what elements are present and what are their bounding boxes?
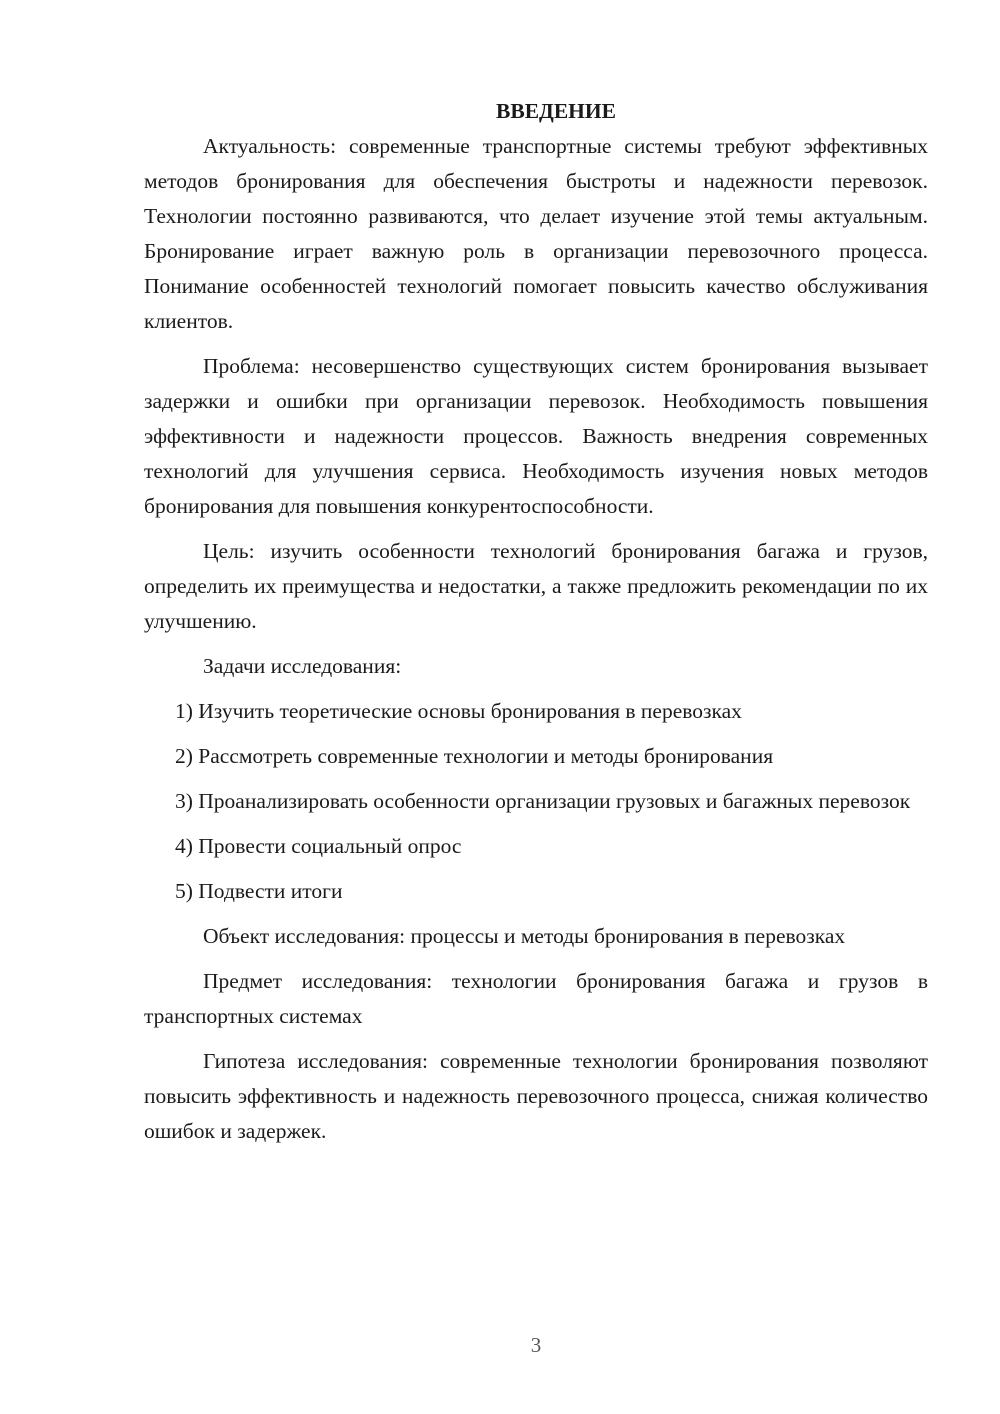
page-number: 3 — [530, 1333, 542, 1357]
page-content — [144, 94, 928, 1159]
task-item-2: 2) Рассмотреть современные технологии и методы бронирования — [175, 744, 774, 768]
task-item-5: 5) Подвести итоги — [175, 879, 343, 903]
paragraph-problem: Проблема: несовершенство существующих систем бронирования вызывает задержки и ошибки при организации перевозок. Необходимость повышения эффективности и надежности процессов. Важность внедрения современных технологий для улучшения сервиса. Необходимость изучения новых методов бронирования для повышения конкурентоспособности. — [144, 354, 928, 518]
paragraph-goal: Цель: изучить особенности технологий бронирования багажа и грузов, определить их преимущества и недостатки, а также предложить рекомендации по их улучшению. — [144, 539, 928, 633]
task-item-4: 4) Провести социальный опрос — [175, 834, 462, 858]
paragraph-relevance: Актуальность: современные транспортные системы требуют эффективных методов бронирования для обеспечения быстроты и надежности перевозок. Технологии постоянно развиваются, что делает изучение этой темы актуальным. Бронирование играет важную роль в организации перевозочного процесса. Понимание особенностей технологий помогает повысить качество обслуживания клиентов. — [144, 134, 928, 333]
paragraph-hypothesis: Гипотеза исследования: современные технологии бронирования позволяют повысить эффективность и надежность перевозочного процесса, снижая количество ошибок и задержек. — [144, 1049, 928, 1143]
task-item-1: 1) Изучить теоретические основы бронирования в перевозках — [175, 699, 742, 723]
paragraph-subject: Предмет исследования: технологии бронирования багажа и грузов в транспортных системах — [144, 969, 928, 1028]
tasks-heading: Задачи исследования: — [203, 654, 402, 678]
section-heading: ВВЕДЕНИЕ — [496, 99, 616, 123]
task-item-3: 3) Проанализировать особенности организации грузовых и багажных перевозок — [175, 789, 911, 813]
paragraph-object: Объект исследования: процессы и методы бронирования в перевозках — [203, 924, 846, 948]
